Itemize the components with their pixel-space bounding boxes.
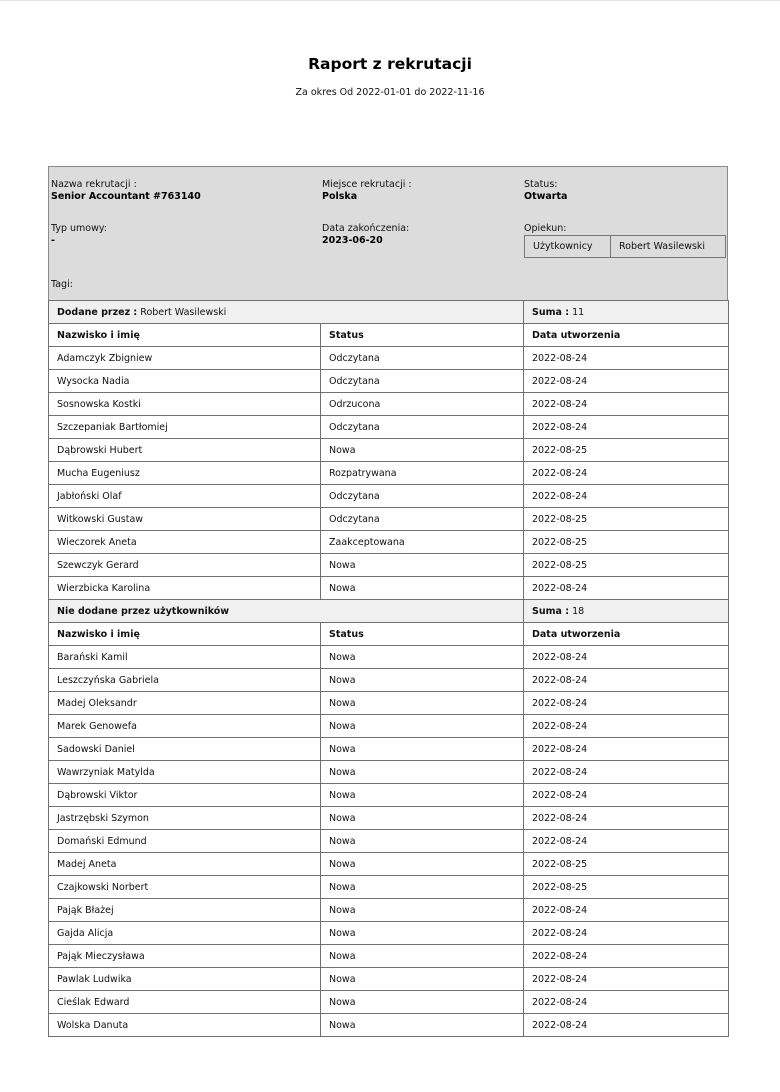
sum-value: 11 <box>572 306 585 318</box>
candidate-status: Nowa <box>321 692 524 715</box>
candidate-created-date: 2022-08-25 <box>524 439 729 462</box>
candidate-status: Odczytana <box>321 508 524 531</box>
recruitment-name-field <box>51 179 201 203</box>
guardian-field <box>524 223 566 235</box>
table-row <box>49 554 729 577</box>
candidate-created-date: 2022-08-24 <box>524 784 729 807</box>
column-header-row <box>49 324 729 347</box>
table-row <box>49 485 729 508</box>
table-row <box>49 784 729 807</box>
table-row <box>49 761 729 784</box>
report-period: Za okres Od 2022-01-01 do 2022-11-16 <box>295 87 485 98</box>
candidate-status: Nowa <box>321 1014 524 1037</box>
section-label: Dodane przez : <box>57 306 138 318</box>
recruitment-name-label: Nazwa rekrutacji : <box>51 179 137 190</box>
guardian-name: Robert Wasilewski <box>611 236 726 258</box>
section-owner: Robert Wasilewski <box>140 306 227 318</box>
guardian-type: Użytkownicy <box>525 236 611 258</box>
section-header-row <box>49 600 729 623</box>
candidate-name: Barański Kamil <box>49 646 321 669</box>
candidate-name: Dąbrowski Viktor <box>49 784 321 807</box>
candidate-name: Sadowski Daniel <box>49 738 321 761</box>
section-title <box>49 600 524 623</box>
table-row <box>49 646 729 669</box>
candidate-status: Nowa <box>321 876 524 899</box>
column-header-name: Nazwisko i imię <box>49 623 321 646</box>
table-row <box>49 462 729 485</box>
column-header-created: Data utworzenia <box>524 324 729 347</box>
candidate-status: Nowa <box>321 945 524 968</box>
candidate-name: Dąbrowski Hubert <box>49 439 321 462</box>
candidate-name: Czajkowski Norbert <box>49 876 321 899</box>
tags-label: Tagi: <box>51 279 73 290</box>
status-value: Otwarta <box>524 191 568 202</box>
candidate-created-date: 2022-08-24 <box>524 485 729 508</box>
table-row <box>49 738 729 761</box>
candidate-created-date: 2022-08-24 <box>524 761 729 784</box>
candidate-name: Domański Edmund <box>49 830 321 853</box>
table-row <box>49 899 729 922</box>
candidate-status: Odrzucona <box>321 393 524 416</box>
table-row <box>49 577 729 600</box>
table-row <box>49 370 729 393</box>
table-row <box>49 416 729 439</box>
section-sum <box>524 600 729 623</box>
candidate-created-date: 2022-08-25 <box>524 853 729 876</box>
table-row <box>49 669 729 692</box>
contract-type-label: Typ umowy: <box>51 223 107 234</box>
candidate-status: Nowa <box>321 577 524 600</box>
candidate-status: Nowa <box>321 646 524 669</box>
candidate-created-date: 2022-08-25 <box>524 554 729 577</box>
sum-value: 18 <box>572 605 585 617</box>
candidate-created-date: 2022-08-24 <box>524 991 729 1014</box>
candidate-status: Rozpatrywana <box>321 462 524 485</box>
table-row <box>49 807 729 830</box>
end-date-value: 2023-06-20 <box>322 235 383 246</box>
candidate-status: Nowa <box>321 991 524 1014</box>
candidate-created-date: 2022-08-24 <box>524 738 729 761</box>
table-row <box>49 876 729 899</box>
section-header-row <box>49 301 729 324</box>
candidate-created-date: 2022-08-24 <box>524 807 729 830</box>
candidate-created-date: 2022-08-24 <box>524 393 729 416</box>
table-row <box>49 922 729 945</box>
end-date-label: Data zakończenia: <box>322 223 410 234</box>
candidate-name: Marek Genowefa <box>49 715 321 738</box>
candidate-name: Madej Aneta <box>49 853 321 876</box>
candidate-created-date: 2022-08-24 <box>524 715 729 738</box>
recruitment-info-box <box>48 166 728 300</box>
candidates-table <box>48 300 729 1037</box>
table-row <box>49 968 729 991</box>
candidate-created-date: 2022-08-24 <box>524 899 729 922</box>
candidate-created-date: 2022-08-25 <box>524 531 729 554</box>
candidate-status: Nowa <box>321 554 524 577</box>
candidate-created-date: 2022-08-24 <box>524 922 729 945</box>
candidate-name: Wieczorek Aneta <box>49 531 321 554</box>
candidate-created-date: 2022-08-24 <box>524 347 729 370</box>
table-row <box>49 508 729 531</box>
table-row <box>49 945 729 968</box>
candidate-created-date: 2022-08-24 <box>524 646 729 669</box>
column-header-status: Status <box>321 623 524 646</box>
candidate-status: Nowa <box>321 669 524 692</box>
candidate-status: Odczytana <box>321 370 524 393</box>
candidate-created-date: 2022-08-24 <box>524 830 729 853</box>
candidate-name: Leszczyńska Gabriela <box>49 669 321 692</box>
candidate-name: Wierzbicka Karolina <box>49 577 321 600</box>
guardian-row <box>525 236 726 258</box>
candidate-name: Pająk Błażej <box>49 899 321 922</box>
candidate-created-date: 2022-08-24 <box>524 669 729 692</box>
candidate-name: Witkowski Gustaw <box>49 508 321 531</box>
section-sum <box>524 301 729 324</box>
tags-field <box>51 279 73 291</box>
candidate-status: Nowa <box>321 715 524 738</box>
location-label: Miejsce rekrutacji : <box>322 179 412 190</box>
candidate-created-date: 2022-08-24 <box>524 416 729 439</box>
column-header-status: Status <box>321 324 524 347</box>
candidate-status: Nowa <box>321 784 524 807</box>
status-field <box>524 179 567 203</box>
candidate-status: Nowa <box>321 761 524 784</box>
table-row <box>49 830 729 853</box>
report-title: Raport z rekrutacji <box>308 55 472 73</box>
candidate-name: Jabłoński Olaf <box>49 485 321 508</box>
candidate-created-date: 2022-08-24 <box>524 370 729 393</box>
candidate-name: Cieślak Edward <box>49 991 321 1014</box>
candidate-created-date: 2022-08-24 <box>524 968 729 991</box>
guardian-table <box>524 235 726 258</box>
candidate-name: Pawlak Ludwika <box>49 968 321 991</box>
contract-type-value: - <box>51 235 55 246</box>
candidate-created-date: 2022-08-24 <box>524 945 729 968</box>
candidate-name: Szewczyk Gerard <box>49 554 321 577</box>
candidate-status: Nowa <box>321 899 524 922</box>
table-row <box>49 531 729 554</box>
candidate-status: Nowa <box>321 807 524 830</box>
candidate-name: Jastrzębski Szymon <box>49 807 321 830</box>
candidate-status: Nowa <box>321 439 524 462</box>
candidate-name: Wawrzyniak Matylda <box>49 761 321 784</box>
candidate-status: Odczytana <box>321 347 524 370</box>
column-header-row <box>49 623 729 646</box>
guardian-label: Opiekun: <box>524 223 567 234</box>
candidate-status: Zaakceptowana <box>321 531 524 554</box>
table-row <box>49 715 729 738</box>
candidate-created-date: 2022-08-24 <box>524 462 729 485</box>
candidate-status: Nowa <box>321 830 524 853</box>
table-row <box>49 393 729 416</box>
table-row <box>49 347 729 370</box>
candidate-status: Nowa <box>321 853 524 876</box>
table-row <box>49 692 729 715</box>
section-label: Nie dodane przez użytkowników <box>57 605 230 617</box>
candidate-created-date: 2022-08-24 <box>524 1014 729 1037</box>
candidate-status: Odczytana <box>321 416 524 439</box>
status-label: Status: <box>524 179 558 190</box>
candidate-status: Odczytana <box>321 485 524 508</box>
candidate-name: Gajda Alicja <box>49 922 321 945</box>
candidate-name: Adamczyk Zbigniew <box>49 347 321 370</box>
recruitment-name-value: Senior Accountant #763140 <box>51 191 201 202</box>
table-row <box>49 853 729 876</box>
candidate-created-date: 2022-08-24 <box>524 692 729 715</box>
candidate-status: Nowa <box>321 738 524 761</box>
candidate-name: Wysocka Nadia <box>49 370 321 393</box>
column-header-created: Data utworzenia <box>524 623 729 646</box>
candidate-name: Madej Oleksandr <box>49 692 321 715</box>
sum-label: Suma : <box>532 306 570 318</box>
candidate-name: Wolska Danuta <box>49 1014 321 1037</box>
table-row <box>49 1014 729 1037</box>
page-top-border <box>0 0 780 1</box>
candidate-created-date: 2022-08-25 <box>524 508 729 531</box>
column-header-name: Nazwisko i imię <box>49 324 321 347</box>
candidate-status: Nowa <box>321 968 524 991</box>
location-field <box>322 179 412 203</box>
candidate-name: Mucha Eugeniusz <box>49 462 321 485</box>
location-value: Polska <box>322 191 358 202</box>
candidate-name: Sosnowska Kostki <box>49 393 321 416</box>
sum-label: Suma : <box>532 605 570 617</box>
candidate-name: Szczepaniak Bartłomiej <box>49 416 321 439</box>
candidate-name: Pająk Mieczysława <box>49 945 321 968</box>
candidate-status: Nowa <box>321 922 524 945</box>
section-title <box>49 301 524 324</box>
end-date-field <box>322 223 409 247</box>
contract-type-field <box>51 223 107 247</box>
candidate-created-date: 2022-08-25 <box>524 876 729 899</box>
table-row <box>49 439 729 462</box>
candidate-created-date: 2022-08-24 <box>524 577 729 600</box>
table-row <box>49 991 729 1014</box>
